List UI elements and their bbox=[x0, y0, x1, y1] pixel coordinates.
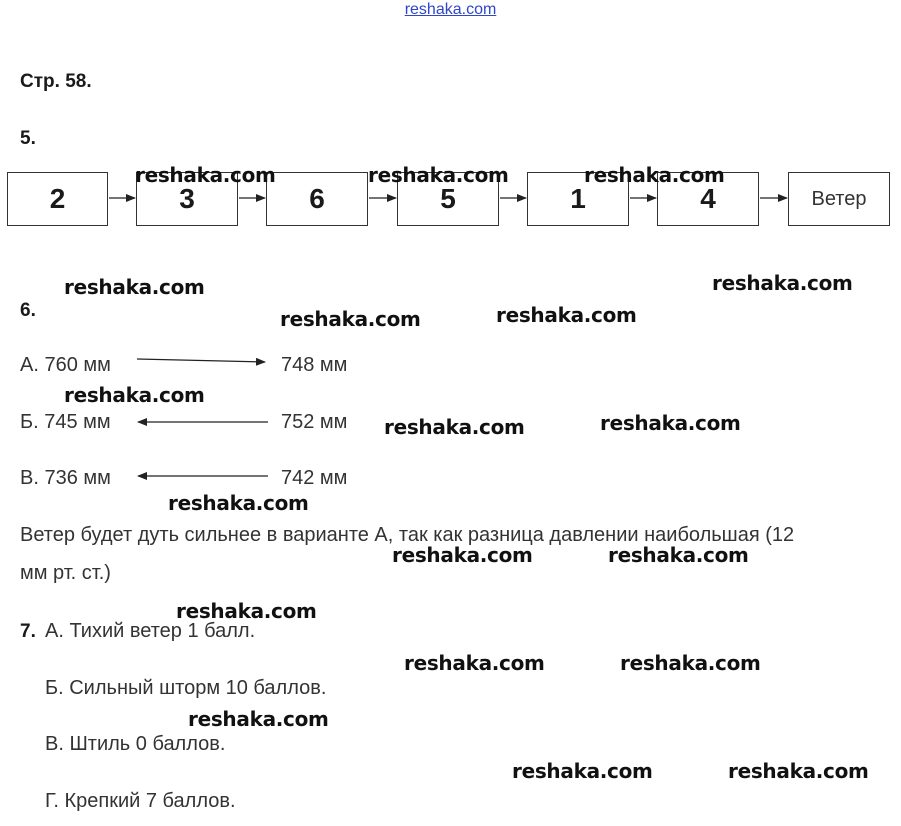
watermark: reshaka.com bbox=[584, 163, 725, 187]
watermark: reshaka.com bbox=[404, 651, 545, 675]
watermark: reshaka.com bbox=[135, 163, 276, 187]
watermark: reshaka.com bbox=[368, 163, 509, 187]
watermark: reshaka.com bbox=[496, 303, 637, 327]
watermark: reshaka.com bbox=[64, 383, 205, 407]
task7-number: 7. bbox=[20, 621, 36, 642]
pressure-row-c-right: 742 мм bbox=[281, 467, 348, 489]
watermark: reshaka.com bbox=[64, 275, 205, 299]
pressure-row-a-left: А. 760 мм bbox=[20, 354, 111, 376]
pressure-row-b-left: Б. 745 мм bbox=[20, 411, 111, 433]
chain-box-wind: Ветер bbox=[788, 172, 890, 226]
chain-box-5: 1 bbox=[527, 172, 629, 226]
wind-item-d: Г. Крепкий 7 баллов. bbox=[45, 790, 236, 812]
pressure-row-b-right: 752 мм bbox=[281, 411, 348, 433]
chain-box-3: 6 bbox=[266, 172, 368, 226]
chain-box-2: 3 bbox=[136, 172, 238, 226]
watermark: reshaka.com bbox=[728, 759, 869, 783]
pressure-row-a-right: 748 мм bbox=[281, 354, 348, 376]
pressure-row-c-left: В. 736 мм bbox=[20, 467, 111, 489]
watermark: reshaka.com bbox=[176, 599, 317, 623]
watermark: reshaka.com bbox=[712, 271, 853, 295]
watermark: reshaka.com bbox=[168, 491, 309, 515]
wind-item-b: Б. Сильный шторм 10 баллов. bbox=[45, 677, 327, 699]
watermark: reshaka.com bbox=[392, 543, 533, 567]
site-link[interactable]: reshaka.com bbox=[404, 1, 497, 18]
pressure-arrow-a bbox=[137, 359, 265, 362]
wind-item-c: В. Штиль 0 баллов. bbox=[45, 733, 226, 755]
watermark: reshaka.com bbox=[384, 415, 525, 439]
task5-number: 5. bbox=[20, 128, 36, 149]
chain-box-1: 2 bbox=[7, 172, 108, 226]
conclusion-line-2: мм рт. ст.) bbox=[20, 562, 111, 584]
page-heading: Стр. 58. bbox=[20, 71, 92, 92]
watermark: reshaka.com bbox=[512, 759, 653, 783]
watermark: reshaka.com bbox=[600, 411, 741, 435]
chain-box-4: 5 bbox=[397, 172, 499, 226]
watermark: reshaka.com bbox=[188, 707, 329, 731]
conclusion-line-1: Ветер будет дуть сильнее в варианте А, так как разница давлении наибольшая (12 bbox=[20, 524, 795, 546]
watermark: reshaka.com bbox=[608, 543, 749, 567]
chain-box-6: 4 bbox=[657, 172, 759, 226]
wind-item-a: А. Тихий ветер 1 балл. bbox=[45, 620, 256, 642]
watermark: reshaka.com bbox=[280, 307, 421, 331]
task6-number: 6. bbox=[20, 300, 36, 321]
watermark: reshaka.com bbox=[620, 651, 761, 675]
